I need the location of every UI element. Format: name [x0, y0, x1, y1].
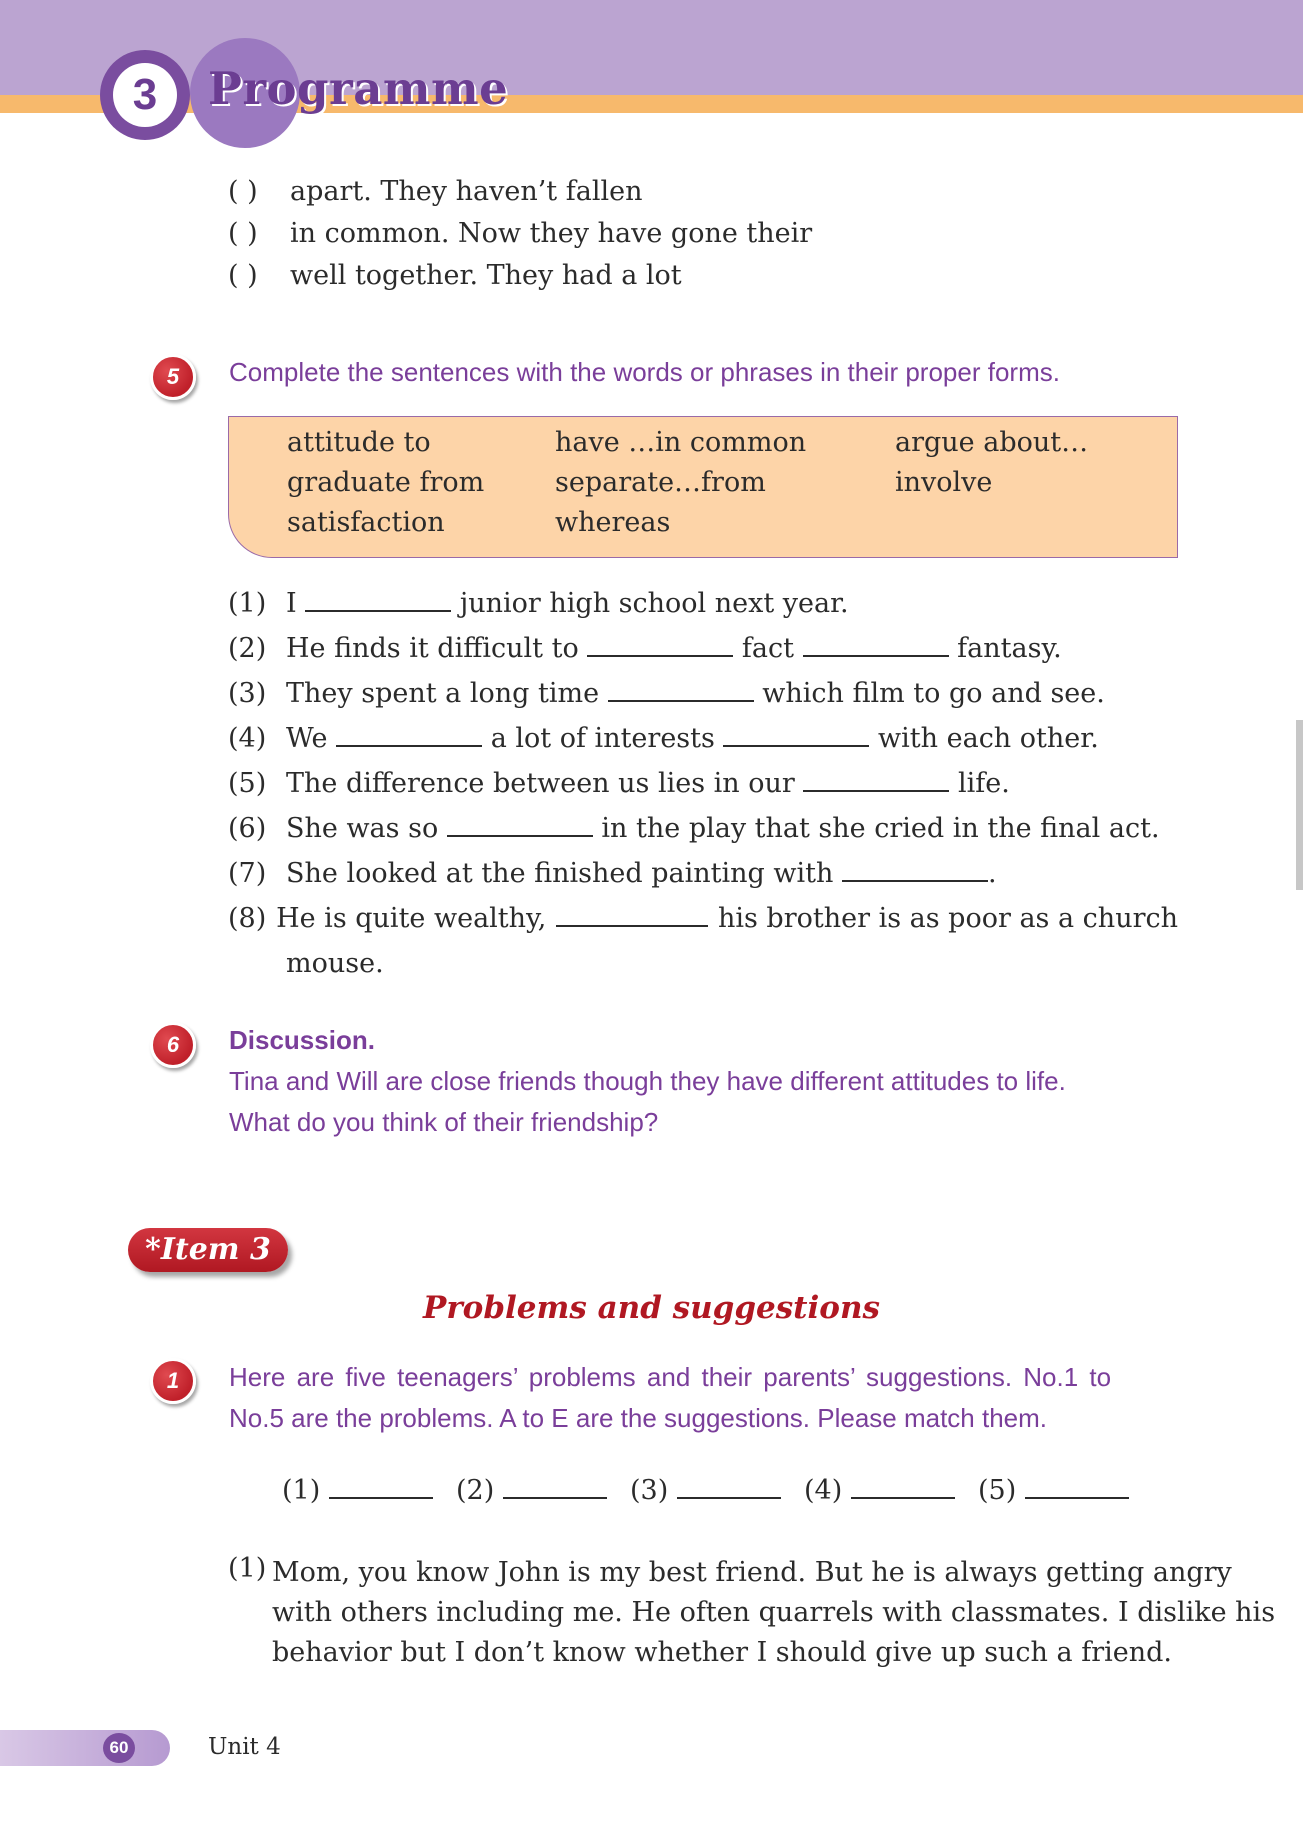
sentence	[228, 813, 1160, 844]
answer-blank[interactable]	[329, 1477, 433, 1499]
answer-blank[interactable]	[503, 1477, 607, 1499]
section-1-instruction	[229, 1362, 1179, 1393]
answer-label: (2)	[456, 1475, 495, 1506]
answer-blank[interactable]	[842, 860, 988, 882]
discussion-line: What do you think of their friendship?	[229, 1107, 659, 1137]
sentence-number: (5)	[228, 768, 267, 799]
answer-label: (5)	[978, 1475, 1017, 1506]
paragraph-line: Mom, you know John is my best friend. But he is always getting angry	[272, 1557, 1232, 1588]
sentence-text: fantasy.	[957, 633, 1062, 664]
word-item: argue about…	[895, 427, 1089, 458]
sentence-text: fact	[741, 633, 794, 664]
sentence	[228, 768, 1010, 799]
sentence-text: They spent a long time	[286, 678, 600, 709]
answer-slot	[804, 1475, 955, 1506]
answer-label: (3)	[630, 1475, 669, 1506]
unit-badge	[100, 50, 190, 140]
sentence-text: in the play that she cried in the final act.	[601, 813, 1160, 844]
sentence-text: She looked at the finished painting with	[286, 858, 834, 889]
paragraph-number: (1)	[228, 1553, 267, 1584]
sentence-text: a lot of interests	[490, 723, 715, 754]
word-item: satisfaction	[287, 507, 445, 538]
sentence	[228, 588, 849, 619]
answer-slot	[978, 1475, 1129, 1506]
section-1-number: 1	[150, 1358, 196, 1404]
match-line	[228, 260, 682, 291]
answer-slot	[630, 1475, 781, 1506]
sentence-number: (6)	[228, 813, 267, 844]
word-box	[228, 416, 1178, 558]
sentence-number: (8)	[228, 903, 267, 934]
sentence-number: (4)	[228, 723, 267, 754]
sentence-number: (1)	[228, 588, 267, 619]
page-edge-tab	[1296, 720, 1303, 890]
sentence-text: The difference between us lies in our	[286, 768, 795, 799]
word-item: separate…from	[555, 467, 766, 498]
unit-label: Unit 4	[208, 1734, 281, 1760]
sentence	[228, 723, 1099, 754]
answer-blank[interactable]	[803, 635, 949, 657]
answer-blank[interactable]	[1025, 1477, 1129, 1499]
sentence-continuation: mouse.	[286, 948, 384, 979]
word-item: attitude to	[287, 427, 431, 458]
match-text: well together. They had a lot	[290, 260, 682, 291]
match-line	[228, 218, 812, 249]
section-5-number: 5	[150, 354, 196, 400]
paren-blank[interactable]: ( )	[228, 260, 258, 291]
sentence-text: He finds it difficult to	[286, 633, 579, 664]
footer-bar	[0, 1730, 170, 1766]
page-title: Programme	[208, 62, 509, 115]
problem-paragraph	[228, 1553, 1276, 1673]
item-banner: *Item 3	[128, 1228, 288, 1272]
answer-blank[interactable]	[556, 905, 708, 927]
paren-blank[interactable]: ( )	[228, 218, 258, 249]
match-line	[228, 176, 642, 207]
instruction-line: Here are five teenagers’ problems and their parents’ suggestions. No.1 to	[229, 1362, 1112, 1392]
answer-blank[interactable]	[677, 1477, 781, 1499]
answer-blank[interactable]	[608, 680, 754, 702]
sentence-text: which film to go and see.	[762, 678, 1105, 709]
paren-blank[interactable]: ( )	[228, 176, 258, 207]
sentence-text: She was so	[286, 813, 439, 844]
sentence-text: life.	[958, 768, 1010, 799]
word-item: have …in common	[555, 427, 807, 458]
sentence-text: .	[987, 858, 997, 889]
match-text: apart. They haven’t fallen	[290, 176, 643, 207]
answer-blank[interactable]	[447, 815, 593, 837]
answer-slot	[282, 1475, 433, 1506]
answer-blank[interactable]	[587, 635, 733, 657]
sentence-text: his brother is as poor as a church	[717, 903, 1178, 934]
discussion-line: Tina and Will are close friends though they have different attitudes to life.	[229, 1066, 1066, 1096]
sentence	[228, 858, 997, 889]
word-item: involve	[895, 467, 993, 498]
answer-blank[interactable]	[803, 770, 949, 792]
word-item: whereas	[555, 507, 671, 538]
sentence	[228, 678, 1105, 709]
sentence-text: He is quite wealthy,	[276, 903, 547, 934]
answer-label: (1)	[282, 1475, 321, 1506]
item-subtitle: Problems and suggestions	[423, 1290, 880, 1326]
section-5-instruction: Complete the sentences with the words or phrases in their proper forms.	[229, 357, 1060, 387]
sentence-number: (7)	[228, 858, 267, 889]
sentence	[228, 903, 1178, 934]
discussion-title: Discussion.	[229, 1025, 375, 1055]
answer-blank[interactable]	[336, 725, 482, 747]
answer-blank[interactable]	[305, 590, 451, 612]
page-number: 60	[103, 1733, 135, 1763]
sentence-text: junior high school next year.	[459, 588, 849, 619]
instruction-line: No.5 are the problems. A to E are the suggestions. Please match them.	[229, 1403, 1048, 1433]
sentence-text: I	[286, 588, 297, 619]
answer-blank[interactable]	[723, 725, 869, 747]
sentence-text: We	[286, 723, 328, 754]
sentence	[228, 633, 1062, 664]
match-text: in common. Now they have gone their	[290, 218, 813, 249]
word-item: graduate from	[287, 467, 485, 498]
answer-slot	[456, 1475, 607, 1506]
sentence-number: (3)	[228, 678, 267, 709]
unit-number: 3	[113, 63, 177, 127]
paragraph-line: with others including me. He often quarrels with classmates. I dislike his	[272, 1597, 1276, 1628]
answer-label: (4)	[804, 1475, 843, 1506]
sentence-number: (2)	[228, 633, 267, 664]
sentence-text: with each other.	[878, 723, 1099, 754]
paragraph-line: behavior but I don’t know whether I should give up such a friend.	[272, 1637, 1172, 1668]
section-6-number: 6	[150, 1022, 196, 1068]
answer-blank[interactable]	[851, 1477, 955, 1499]
